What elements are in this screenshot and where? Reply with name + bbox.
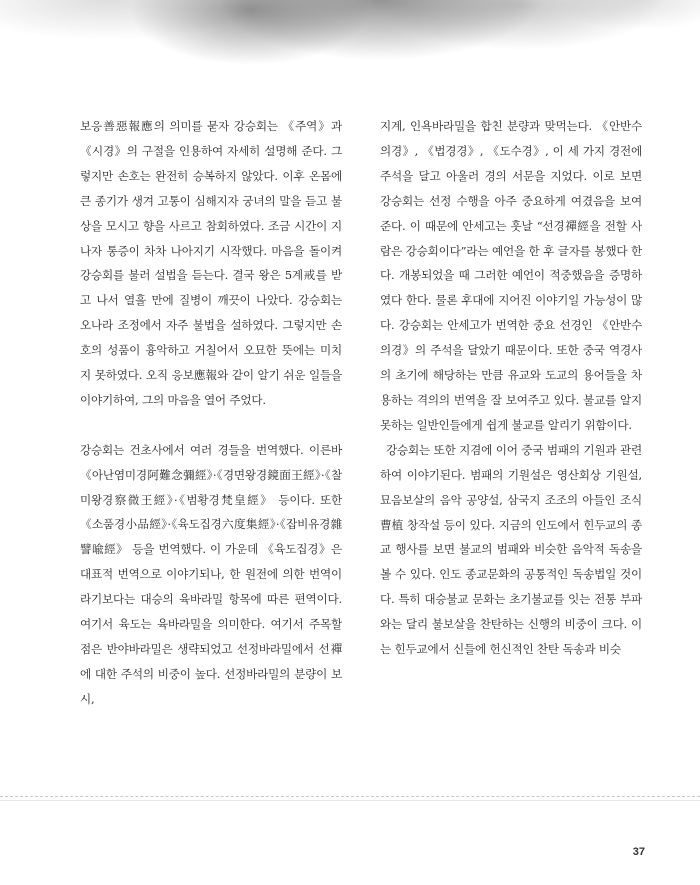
left-column [80, 114, 342, 712]
right-paragraph-1: 지계, 인욕바라밀을 합친 분량과 맞먹는다. 《안반수의경》, 《법경경》, 《도수경》, 이 세 가지 경전에 주석을 달고 아울러 경의 서문을 지었다. 이로 보면 강승회는 선정 수행을 아주 중요하게 여겼음을 보여준다. 이 때문에 안세고는 훗날 “선경禪經을 전할 사람은 강승회이다”라는 예언을 한 후 글자를 봉했다 한다. 개봉되었을 때 그러한 예언이 적중했음을 증명하였다 한다. 물론 후대에 지어진 이야기일 가능성이 많다. 강승회는 안세고가 번역한 중요 선경인 《안반수의경》의 주석을 달았기 때문이다. 또한 중국 역경사의 초기에 해당하는 만큼 유교와 도교의 용어들을 차용하는 격의의 번역을 잘 보여주고 있다. 불교를 알지 못하는 일반인들에게 쉽게 불교를 알리기 위함이다. [380, 119, 642, 432]
left-paragraph-2: 강승회는 건초사에서 여러 경들을 번역했다. 이른바 《아난염미경阿難念彌經》·《경면왕경鏡面王經》·《찰미왕경察微王經》·《범황경梵皇經》 등이다. 또한 《소품경小品經》·《육도집경六度集經》·《잡비유경雜譬喩經》 등을 번역했다. 이 가운데 《육도집경》은 대표적 번역으로 이야기되나, 한 원전에 의한 번역이라기보다는 대승의 육바라밀 항목에 따른 편역이다. 여기서 육도는 육바라밀을 의미한다. 여기서 주목할 점은 반야바라밀은 생략되었고 선정바라밀에서 선禪에 대한 주석의 비중이 높다. 선정바라밀의 분량이 보시, [80, 442, 342, 706]
right-paragraph-2: 강승회는 또한 지겸에 이어 중국 범패의 기원과 관련하여 이야기된다. 범패의 기원설은 영산회상 기원설, 묘음보살의 음악 공양설, 삼국지 조조의 아들인 조식曹植 창작설 등이 있다. 지금의 인도에서 힌두교의 종교 행사를 보면 불교의 범패와 비슷한 음악적 독송을 볼 수 있다. 인도 종교문화의 공통적인 독송법일 것이다. 특히 대승불교 문화는 초기불교를 잇는 전통 부파와는 달리 불보살을 찬탄하는 신행의 비중이 크다. 이는 힌두교에서 신들에 헌신적인 찬탄 독송과 비슷 [380, 442, 642, 657]
right-column [380, 114, 642, 662]
left-paragraph-1: 보응善惡報應의 의미를 묻자 강승회는 《주역》과 《시경》의 구절을 인용하여 자세히 설명해 준다. 그렇지만 손호는 완전히 승복하지 않았다. 이후 온몸에 큰 종기가 생겨 고통이 심해지자 궁녀의 말을 듣고 불상을 모시고 향을 사르고 참회하였다. 조금 시간이 지나자 통증이 차차 나아지기 시작했다. 마음을 돌이켜 강승회를 불러 설법을 듣는다. 결국 왕은 5계戒를 받고 나서 열흘 만에 질병이 깨끗이 나았다. 강승회는 오나라 조정에서 자주 불법을 설하였다. 그렇지만 손호의 성품이 흉악하고 거칠어서 오묘한 뜻에는 미치지 못하였다. 오직 응보應報와 같이 알기 쉬운 일들을 이야기하여, 그의 마음을 열어 주었다. [80, 119, 342, 407]
ink-wash-header-decoration [0, 0, 700, 95]
footer-divider-secondary [0, 800, 700, 801]
footer-divider [0, 796, 700, 797]
paragraph-gap [80, 413, 342, 438]
page-number: 37 [632, 846, 645, 858]
